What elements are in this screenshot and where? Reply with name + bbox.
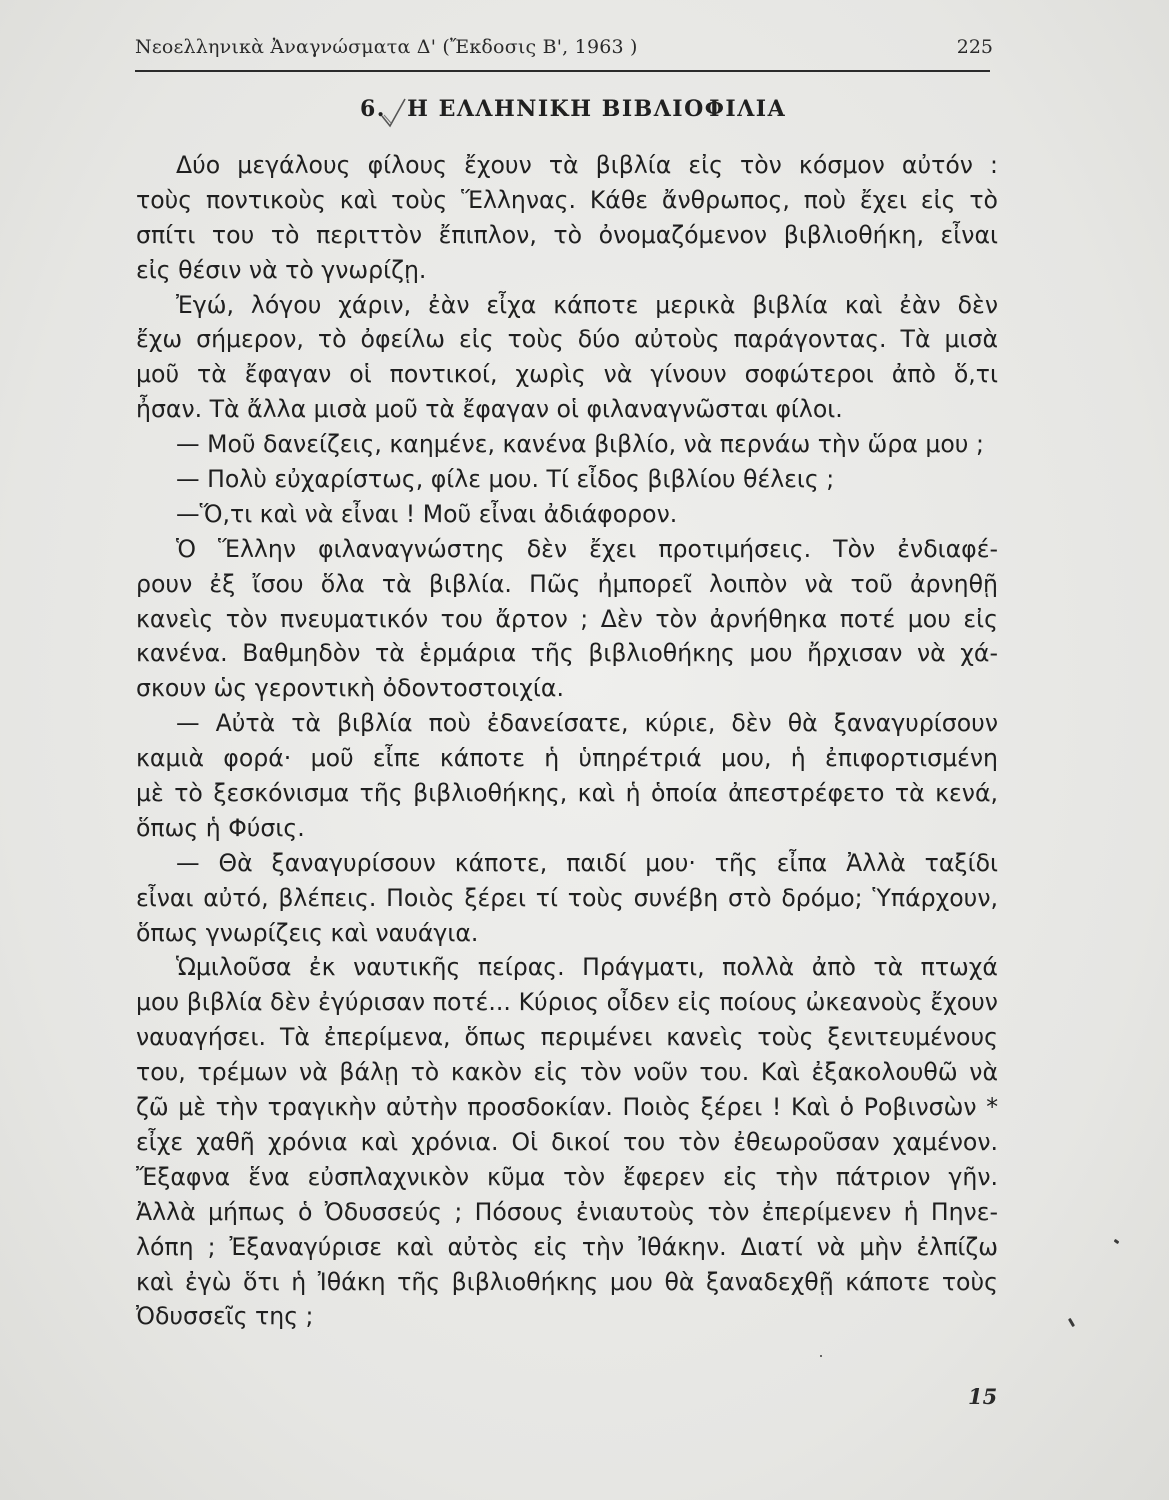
page-number: 225 [956, 36, 993, 58]
text-line: καμιὰ φορά· μοῦ εἶπε κάποτε ἡ ὑπηρέτριά μου, ἡ ἐπιφορτισμένη [136, 744, 998, 773]
text-line: ὅπως ἡ Φύσις. [136, 813, 305, 842]
text-line: ζῶ μὲ τὴν τραγικὴν αὐτὴν προσδοκίαν. Ποιὸς ξέρει ! Καὶ ὁ Ροβινσὼν * [136, 1093, 998, 1122]
text-line: σκουν ὡς γεροντικὴ ὀδοντοστοιχία. [136, 674, 564, 703]
text-line: Δύο μεγάλους φίλους ἔχουν τὰ βιβλία εἰς τὸν κόσμον αὐτόν : [176, 151, 998, 179]
text-line: Ὁ Ἕλλην φιλαναγνώστης δὲν ἔχει προτιμήσεις. Τὸν ἐνδιαφέ- [176, 534, 998, 563]
text-line: Ἔξαφνα ἕνα εὐσπλαχνικὸν κῦμα τὸν ἔφερεν εἰς τὴν πάτριον γῆν. [136, 1162, 998, 1191]
text-line: ρουν ἐξ ἴσου ὅλα τὰ βιβλία. Πῶς ἠμπορεῖ λοιπὸν νὰ τοῦ ἀρνηθῇ [136, 569, 998, 598]
text-line: κανένα. Βαθμηδὸν τὰ ἑρμάρια τῆς βιβλιοθήκης μου ἤρχισαν νὰ χά- [136, 639, 998, 668]
pen-checkmark-icon [378, 96, 408, 130]
text-line: μοῦ τὰ ἔφαγαν οἱ ποντικοί, χωρὶς νὰ γίνουν σοφώτεροι ἀπὸ ὅ,τι [136, 360, 998, 389]
running-title: Νεοελληνικὰ Ἀναγνώσματα Δ' (Ἔκδοσις Β', 1963 ) [135, 36, 638, 58]
text-line: εἶναι αὐτό, βλέπεις. Ποιὸς ξέρει τί τοὺς συνέβη στὸ δρόμο; Ὑπάρχουν, [136, 883, 998, 912]
text-line: εἶχε χαθῆ χρόνια καὶ χρόνια. Οἱ δικοί του τὸν ἐθεωροῦσαν χαμένον. [136, 1127, 998, 1156]
text-line: μου βιβλία δὲν ἐγύρισαν ποτέ... Κύριος οἶδεν εἰς ποίους ὠκεανοὺς ἔχουν [136, 988, 998, 1017]
text-line: — Πολὺ εὐχαρίστως, φίλε μου. Τί εἶδος βιβλίου θέλεις ; [176, 465, 835, 494]
text-line: ὅπως γνωρίζεις καὶ ναυάγια. [136, 918, 479, 947]
text-line: — Θὰ ξαναγυρίσουν κάποτε, παιδί μου· τῆς εἶπα Ἀλλὰ ταξίδι [176, 848, 998, 877]
text-line: εἰς θέσιν νὰ τὸ γνωρίζῃ. [136, 255, 427, 284]
print-speck [1068, 1318, 1075, 1327]
text-line: ναυαγήσει. Τὰ ἐπερίμενα, ὅπως περιμένει κανεὶς τοὺς ξενιτευμένους [136, 1023, 998, 1052]
text-line: κανεὶς τὸν πνευματικόν του ἄρτον ; Δὲν τὸν ἀρνήθηκα ποτέ μου εἰς [136, 604, 998, 633]
running-header [135, 32, 995, 66]
text-line: ἦσαν. Τὰ ἄλλα μισὰ μοῦ τὰ ἔφαγαν οἱ φιλαναγνῶσται φίλοι. [136, 395, 843, 424]
text-line: μὲ τὸ ξεσκόνισμα τῆς βιβλιοθήκης, καὶ ἡ ὁποία ἀπεστρέφετο τὰ κενά, [136, 779, 998, 808]
text-line: Ὡμιλοῦσα ἐκ ναυτικῆς πείρας. Πράγματι, πολλὰ ἀπὸ τὰ πτωχά [176, 953, 998, 982]
header-rule [135, 70, 990, 72]
signature-number: 15 [968, 1384, 998, 1409]
text-line: ἔχω σήμερον, τὸ ὀφείλω εἰς τοὺς δύο αὐτοὺς παράγοντας. Τὰ μισὰ [136, 325, 998, 354]
text-line: Ἐγώ, λόγου χάριν, ἐὰν εἶχα κάποτε μερικὰ βιβλία καὶ ἐὰν δὲν [176, 290, 998, 319]
text-line: Ἀλλὰ μήπως ὁ Ὀδυσσεύς ; Πόσους ἐνιαυτοὺς τὸν ἐπερίμενεν ἡ Πηνε- [136, 1197, 998, 1226]
chapter-heading [360, 96, 786, 122]
text-line: — Αὐτὰ τὰ βιβλία ποὺ ἐδανείσατε, κύριε, δὲν θὰ ξαναγυρίσουν [176, 709, 998, 738]
text-line: λόπη ; Ἐξαναγύρισε καὶ αὐτὸς εἰς τὴν Ἰθάκην. Διατί νὰ μὴν ἐλπίζω [136, 1232, 998, 1261]
text-line: —Ὅ,τι καὶ νὰ εἶναι ! Μοῦ εἶναι ἀδιάφορον. [176, 499, 678, 528]
chapter-title: Η ΕΛΛΗΝΙΚΗ ΒΙΒΛΙΟΦΙΛΙΑ [407, 96, 787, 122]
article-body [136, 148, 998, 1334]
print-speck [820, 1355, 822, 1357]
text-line: καὶ ἐγὼ ὅτι ἡ Ἰθάκη τῆς βιβλιοθήκης μου θὰ ξαναδεχθῇ κάποτε τοὺς [136, 1267, 998, 1296]
text-line: — Μοῦ δανείζεις, καημένε, κανένα βιβλίο, νὰ περνάω τὴν ὥρα μου ; [176, 430, 984, 459]
text-line: σπίτι του τὸ περιττὸν ἔπιπλον, τὸ ὀνομαζόμενον βιβλιοθήκη, εἶναι [136, 220, 998, 249]
text-line: του, τρέμων νὰ βάλῃ τὸ κακὸν εἰς τὸν νοῦν του. Καὶ ἐξακολουθῶ νὰ [136, 1058, 998, 1087]
print-speck [1114, 1239, 1120, 1244]
text-line: Ὀδυσσεῖς της ; [136, 1302, 314, 1331]
text-line: τοὺς ποντικοὺς καὶ τοὺς Ἕλληνας. Κάθε ἄνθρωπος, ποὺ ἔχει εἰς τὸ [136, 185, 998, 214]
chapter-number: 6. [360, 96, 386, 122]
